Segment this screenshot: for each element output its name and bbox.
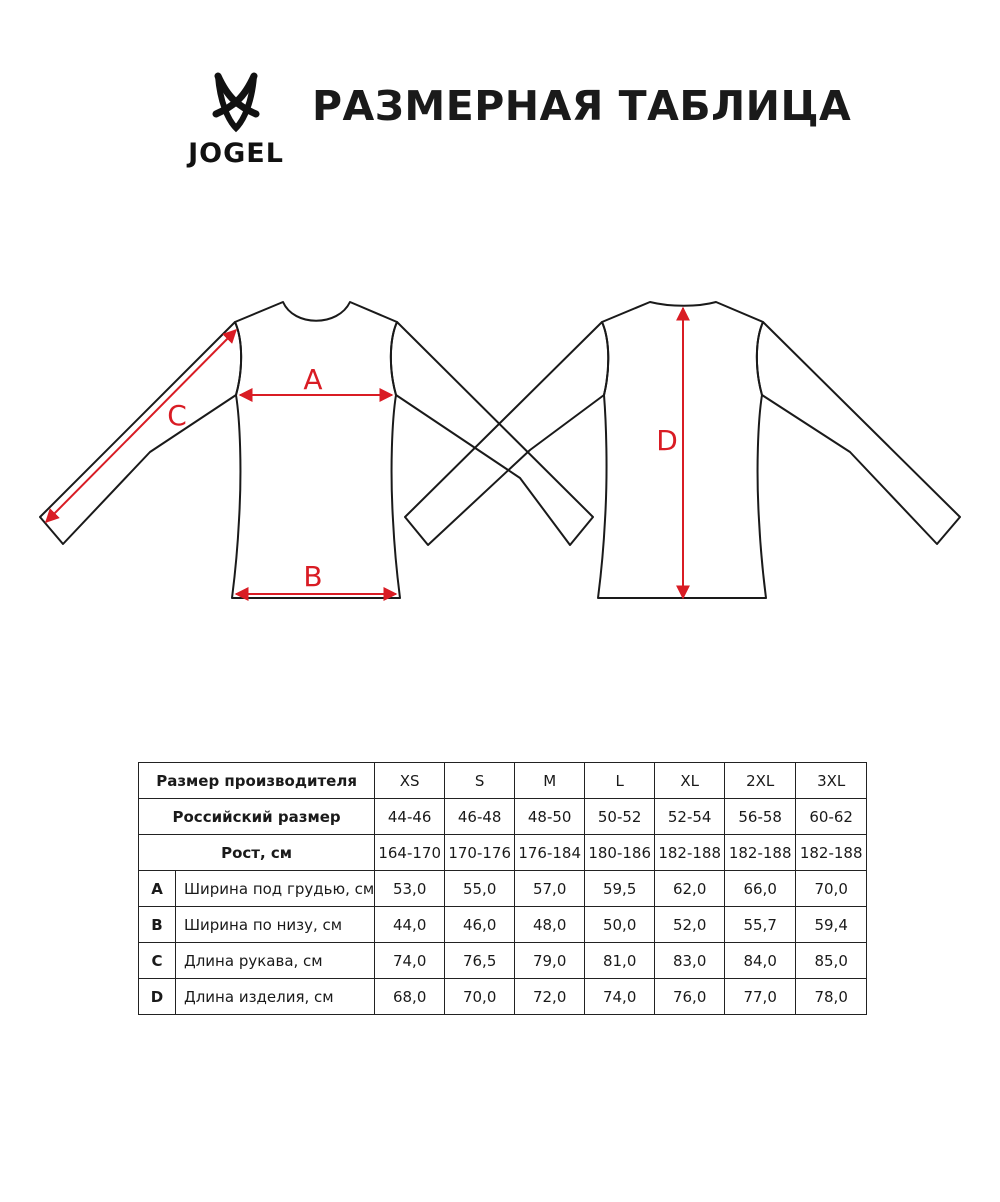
table-cell: 85,0 <box>796 943 867 979</box>
row-label-manufacturer-size: Размер производителя <box>139 763 375 799</box>
row-label: Длина изделия, см <box>176 979 375 1015</box>
table-cell: 176-184 <box>515 835 585 871</box>
label-a: A <box>303 363 323 396</box>
table-cell: 59,5 <box>585 871 655 907</box>
table-cell: 52-54 <box>655 799 725 835</box>
table-cell: 76,0 <box>655 979 725 1015</box>
row-label-russian-size: Российский размер <box>139 799 375 835</box>
table-row <box>139 799 867 835</box>
table-cell: 164-170 <box>375 835 445 871</box>
table-cell: 3XL <box>796 763 867 799</box>
table-cell: 55,0 <box>445 871 515 907</box>
table-row <box>139 943 867 979</box>
garment-diagram <box>0 290 1000 620</box>
table-cell: 83,0 <box>655 943 725 979</box>
table-cell: L <box>585 763 655 799</box>
table-cell: 84,0 <box>725 943 796 979</box>
label-c: C <box>167 399 187 432</box>
table-cell: 46,0 <box>445 907 515 943</box>
table-cell: 72,0 <box>515 979 585 1015</box>
row-label: Ширина под грудью, см <box>176 871 375 907</box>
table-cell: 66,0 <box>725 871 796 907</box>
measure-c-line <box>46 330 236 522</box>
label-b: B <box>303 560 323 593</box>
table-row <box>139 871 867 907</box>
table-cell: XL <box>655 763 725 799</box>
table-cell: 78,0 <box>796 979 867 1015</box>
table-cell: 50-52 <box>585 799 655 835</box>
jogel-emblem-icon <box>178 72 294 134</box>
table-cell: 70,0 <box>445 979 515 1015</box>
table-cell: 60-62 <box>796 799 867 835</box>
table-cell: 57,0 <box>515 871 585 907</box>
table-cell: 56-58 <box>725 799 796 835</box>
table-cell: 50,0 <box>585 907 655 943</box>
row-letter: A <box>139 871 176 907</box>
table-cell: 62,0 <box>655 871 725 907</box>
table-cell: 55,7 <box>725 907 796 943</box>
row-letter: B <box>139 907 176 943</box>
table-cell: 48-50 <box>515 799 585 835</box>
table-row <box>139 979 867 1015</box>
table-cell: 182-188 <box>796 835 867 871</box>
table-cell: 44,0 <box>375 907 445 943</box>
table-row <box>139 763 867 799</box>
table-cell: 2XL <box>725 763 796 799</box>
table-cell: 81,0 <box>585 943 655 979</box>
table-cell: 52,0 <box>655 907 725 943</box>
table-cell: 70,0 <box>796 871 867 907</box>
table-cell: 44-46 <box>375 799 445 835</box>
table-cell: XS <box>375 763 445 799</box>
front-view <box>40 302 593 598</box>
table-cell: 68,0 <box>375 979 445 1015</box>
brand-name: JOGEL <box>188 138 284 169</box>
jogel-logo <box>178 72 294 172</box>
row-letter: C <box>139 943 176 979</box>
label-d: D <box>656 424 678 457</box>
table-cell: 182-188 <box>655 835 725 871</box>
table-cell: 53,0 <box>375 871 445 907</box>
row-label: Ширина по низу, см <box>176 907 375 943</box>
table-cell: 79,0 <box>515 943 585 979</box>
row-letter: D <box>139 979 176 1015</box>
table-cell: 76,5 <box>445 943 515 979</box>
table-cell: 74,0 <box>585 979 655 1015</box>
table-cell: 74,0 <box>375 943 445 979</box>
table-cell: 180-186 <box>585 835 655 871</box>
size-table <box>138 762 867 1015</box>
row-label: Длина рукава, см <box>176 943 375 979</box>
row-label-height: Рост, см <box>139 835 375 871</box>
table-row <box>139 907 867 943</box>
table-cell: 46-48 <box>445 799 515 835</box>
table-cell: 59,4 <box>796 907 867 943</box>
table-row <box>139 835 867 871</box>
table-cell: 182-188 <box>725 835 796 871</box>
table-cell: 77,0 <box>725 979 796 1015</box>
table-cell: 170-176 <box>445 835 515 871</box>
measurement-lines <box>46 308 683 598</box>
table-cell: S <box>445 763 515 799</box>
page-title: РАЗМЕРНАЯ ТАБЛИЦА <box>312 82 852 130</box>
table-cell: M <box>515 763 585 799</box>
table-cell: 48,0 <box>515 907 585 943</box>
